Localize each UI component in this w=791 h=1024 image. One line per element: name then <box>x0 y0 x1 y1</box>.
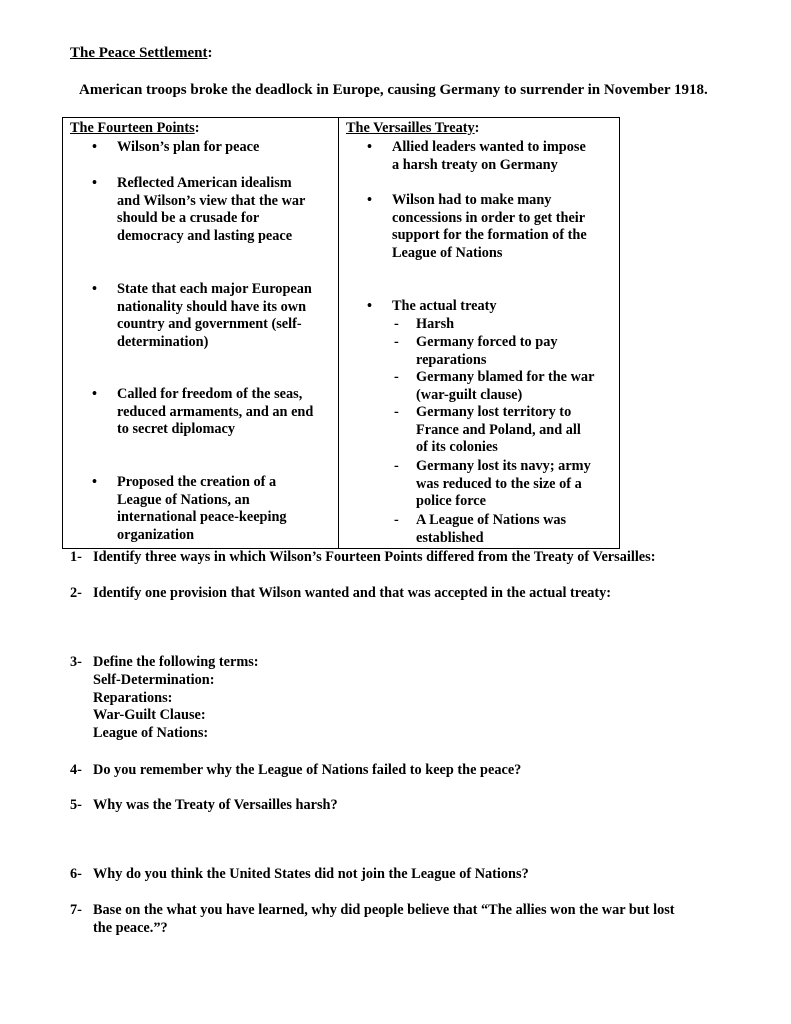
bullet-marker: • <box>92 139 98 155</box>
treaty-sub-item <box>394 404 581 457</box>
text-line: the peace.”? <box>93 919 168 936</box>
versailles-treaty-header-colon: : <box>474 120 480 136</box>
text-line: Base on the what you have learned, why did people believe that “The allies won the war but lost <box>93 902 675 918</box>
treaty-sub-item <box>394 458 591 511</box>
question-text <box>93 902 675 938</box>
versailles-treaty-header <box>346 120 479 138</box>
fourteen-points-bullet <box>92 139 260 157</box>
question-text <box>93 797 338 815</box>
text-line: should be a crusade for <box>117 210 260 227</box>
treaty-sub-item <box>394 334 558 369</box>
text-line: (war-guilt clause) <box>416 386 523 403</box>
text-line: Self-Determination: <box>93 671 215 688</box>
text-line: police force <box>416 493 486 510</box>
fourteen-points-bullet <box>92 386 314 439</box>
dash-marker: - <box>394 404 399 420</box>
versailles-treaty-header-text: The Versailles Treaty <box>346 120 475 136</box>
versailles-treaty-column <box>339 118 620 549</box>
text-line: League of Nations <box>392 244 503 261</box>
page-title-colon: : <box>207 45 213 61</box>
treaty-sub-item <box>394 369 595 404</box>
text-line: Called for freedom of the seas, <box>117 386 303 402</box>
dash-marker: - <box>394 369 399 385</box>
fourteen-points-header-colon: : <box>194 120 200 136</box>
text-line: Wilson had to make many <box>392 192 552 208</box>
question-number: 2- <box>70 585 82 601</box>
text-line: to secret diplomacy <box>117 421 236 438</box>
fourteen-points-bullet <box>92 281 312 351</box>
bullet-marker: • <box>92 281 98 297</box>
text-line: support for the formation of the <box>392 227 587 244</box>
question-number: 3- <box>70 654 82 670</box>
text-line: Reparations: <box>93 689 173 706</box>
text-line: Wilson’s plan for peace <box>117 139 260 155</box>
text-line: international peace-keeping <box>117 509 287 526</box>
text-line: Germany lost territory to <box>416 404 572 420</box>
text-line: Identify one provision that Wilson wanted and that was accepted in the actual treaty: <box>93 585 612 601</box>
versailles-treaty-bullet <box>367 139 586 174</box>
text-line: was reduced to the size of a <box>416 475 582 492</box>
treaty-sub-item <box>394 316 455 334</box>
text-line: country and government (self- <box>117 316 302 333</box>
text-line: Reflected American idealism <box>117 175 292 191</box>
text-line: democracy and lasting peace <box>117 227 293 244</box>
text-line: Why was the Treaty of Versailles harsh? <box>93 797 338 813</box>
question-number: 5- <box>70 797 82 813</box>
page-title <box>70 45 212 62</box>
text-line: Germany lost its navy; army <box>416 458 591 474</box>
bullet-marker: • <box>367 139 373 155</box>
text-line: State that each major European <box>117 281 312 297</box>
text-line: Germany blamed for the war <box>416 369 595 385</box>
text-line: Allied leaders wanted to impose <box>392 139 586 155</box>
text-line: reparations <box>416 351 487 368</box>
text-line: The actual treaty <box>392 298 497 314</box>
text-line: of its colonies <box>416 439 498 456</box>
text-line: Do you remember why the League of Nations failed to keep the peace? <box>93 762 522 778</box>
fourteen-points-column <box>63 118 339 549</box>
bullet-marker: • <box>367 298 373 314</box>
question-number: 4- <box>70 762 82 778</box>
question-number: 1- <box>70 549 82 565</box>
dash-marker: - <box>394 512 399 528</box>
text-line: determination) <box>117 333 209 350</box>
text-line: Germany forced to pay <box>416 334 558 350</box>
text-line: established <box>416 529 484 546</box>
fourteen-points-header-text: The Fourteen Points <box>70 120 195 136</box>
dash-marker: - <box>394 334 399 350</box>
fourteen-points-header <box>70 120 199 138</box>
intro-statement: American troops broke the deadlock in Europe, causing Germany to surrender in November 1918. <box>79 82 708 98</box>
treaty-sub-item <box>394 512 567 547</box>
text-line: nationality should have its own <box>117 298 307 315</box>
bullet-marker: • <box>92 386 98 402</box>
dash-marker: - <box>394 316 399 332</box>
text-line: Harsh <box>416 316 455 332</box>
text-line: Why do you think the United States did not join the League of Nations? <box>93 866 529 882</box>
question-text <box>93 549 655 567</box>
text-line: and Wilson’s view that the war <box>117 192 306 209</box>
text-line: Define the following terms: <box>93 654 259 670</box>
text-line: France and Poland, and all <box>416 421 581 438</box>
fourteen-points-bullet <box>92 474 287 544</box>
text-line: A League of Nations was <box>416 512 567 528</box>
text-line: League of Nations, an <box>117 491 250 508</box>
text-line: reduced armaments, and an end <box>117 403 314 420</box>
text-line: Identify three ways in which Wilson’s Fourteen Points differed from the Treaty of Versailles: <box>93 549 656 565</box>
bullet-marker: • <box>92 474 98 490</box>
question-number: 7- <box>70 902 82 918</box>
text-line: organization <box>117 526 195 543</box>
comparison-table <box>62 117 620 549</box>
question-text <box>93 866 529 884</box>
text-line: Proposed the creation of a <box>117 474 277 490</box>
question-text <box>93 654 259 743</box>
bullet-marker: • <box>367 192 373 208</box>
question-text <box>93 585 611 603</box>
text-line: a harsh treaty on Germany <box>392 156 558 173</box>
text-line: League of Nations: <box>93 725 209 742</box>
bullet-marker: • <box>92 175 98 191</box>
text-line: War-Guilt Clause: <box>93 707 206 724</box>
page-title-text: The Peace Settlement <box>70 45 208 61</box>
text-line: concessions in order to get their <box>392 209 586 226</box>
versailles-treaty-bullet <box>367 298 497 316</box>
question-text <box>93 762 521 780</box>
question-number: 6- <box>70 866 82 882</box>
versailles-treaty-bullet <box>367 192 587 262</box>
fourteen-points-bullet <box>92 175 306 245</box>
dash-marker: - <box>394 458 399 474</box>
